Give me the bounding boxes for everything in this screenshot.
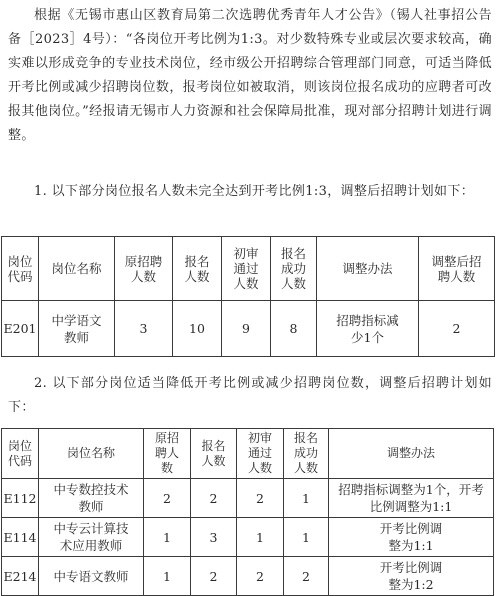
intro-paragraph: 根据《无锡市惠山区教育局第二次选聘优秀青年人才公告》（锡人社事招公告备［2023］4号）：“各岗位开考比例为1:3。对少数特殊专业或层次要求较高，确实难以形成竞争的专业技术岗位，经市级公开招聘综合管理部门同意，可适当降低开考比例或减少招聘岗位数，报考岗位如被取消，则该岗位报名成功的应聘者可改报其他岗位。”经报请无锡市人力资源和社会保障局批准，现对部分招聘计划进行调整。 — [8, 8, 492, 143]
cell-method: 开考比例调整为1:2 — [329, 557, 494, 596]
table-adjustment-2 — [1, 428, 494, 596]
cell-original: 1 — [144, 518, 191, 557]
cell-method: 招聘指标减少1个 — [317, 301, 419, 357]
cell-success: 8 — [271, 301, 317, 357]
cell-success: 1 — [284, 518, 329, 557]
cell-registered: 3 — [191, 518, 237, 557]
cell-passed: 9 — [222, 301, 271, 357]
cell-name: 中专数控技术教师 — [39, 479, 144, 518]
col-header-registered: 报名人数 — [173, 237, 222, 301]
col-header-name: 岗位名称 — [39, 237, 115, 301]
col-header-method: 调整办法 — [329, 429, 494, 479]
table-row — [2, 518, 494, 557]
cell-success: 1 — [284, 479, 329, 518]
cell-name: 中专语文教师 — [39, 557, 144, 596]
col-header-code: 岗位代码 — [2, 429, 39, 479]
cell-original: 1 — [144, 557, 191, 596]
col-header-original: 原招聘人数 — [144, 429, 191, 479]
col-header-name: 岗位名称 — [39, 429, 144, 479]
cell-registered: 2 — [191, 557, 237, 596]
cell-code: E201 — [2, 301, 39, 357]
col-header-passed: 初审通过人数 — [222, 237, 271, 301]
section1-heading: 1. 以下部分岗位报名人数未完全达到开考比例1:3，调整后招聘计划如下： — [34, 184, 475, 199]
section2-heading: 2. 以下部分岗位适当降低开考比例或减少招聘岗位数，调整后招聘计划如下： — [8, 376, 492, 415]
cell-adjusted: 2 — [419, 301, 495, 357]
table-row — [2, 479, 494, 518]
cell-name: 中学语文教师 — [39, 301, 115, 357]
table-row — [2, 557, 494, 596]
cell-method: 开考比例调整为1:1 — [329, 518, 494, 557]
cell-code: E114 — [2, 518, 39, 557]
cell-name: 中专云计算技术应用教师 — [39, 518, 144, 557]
col-header-adjusted: 调整后招聘人数 — [419, 237, 495, 301]
cell-passed: 2 — [237, 479, 284, 518]
cell-original: 2 — [144, 479, 191, 518]
table-adjustment-1 — [1, 236, 495, 357]
cell-passed: 1 — [237, 518, 284, 557]
cell-registered: 10 — [173, 301, 222, 357]
col-header-original: 原招聘人数 — [115, 237, 173, 301]
col-header-success: 报名成功人数 — [284, 429, 329, 479]
cell-original: 3 — [115, 301, 173, 357]
col-header-code: 岗位代码 — [2, 237, 39, 301]
col-header-method: 调整办法 — [317, 237, 419, 301]
cell-method: 招聘指标调整为1个，开考比例调整为1:1 — [329, 479, 494, 518]
col-header-success: 报名成功人数 — [271, 237, 317, 301]
col-header-registered: 报名人数 — [191, 429, 237, 479]
col-header-passed: 初审通过人数 — [237, 429, 284, 479]
table-header-row — [2, 429, 494, 479]
table-row — [2, 301, 495, 357]
cell-registered: 2 — [191, 479, 237, 518]
cell-passed: 2 — [237, 557, 284, 596]
cell-code: E214 — [2, 557, 39, 596]
cell-code: E112 — [2, 479, 39, 518]
table-header-row — [2, 237, 495, 301]
cell-success: 2 — [284, 557, 329, 596]
